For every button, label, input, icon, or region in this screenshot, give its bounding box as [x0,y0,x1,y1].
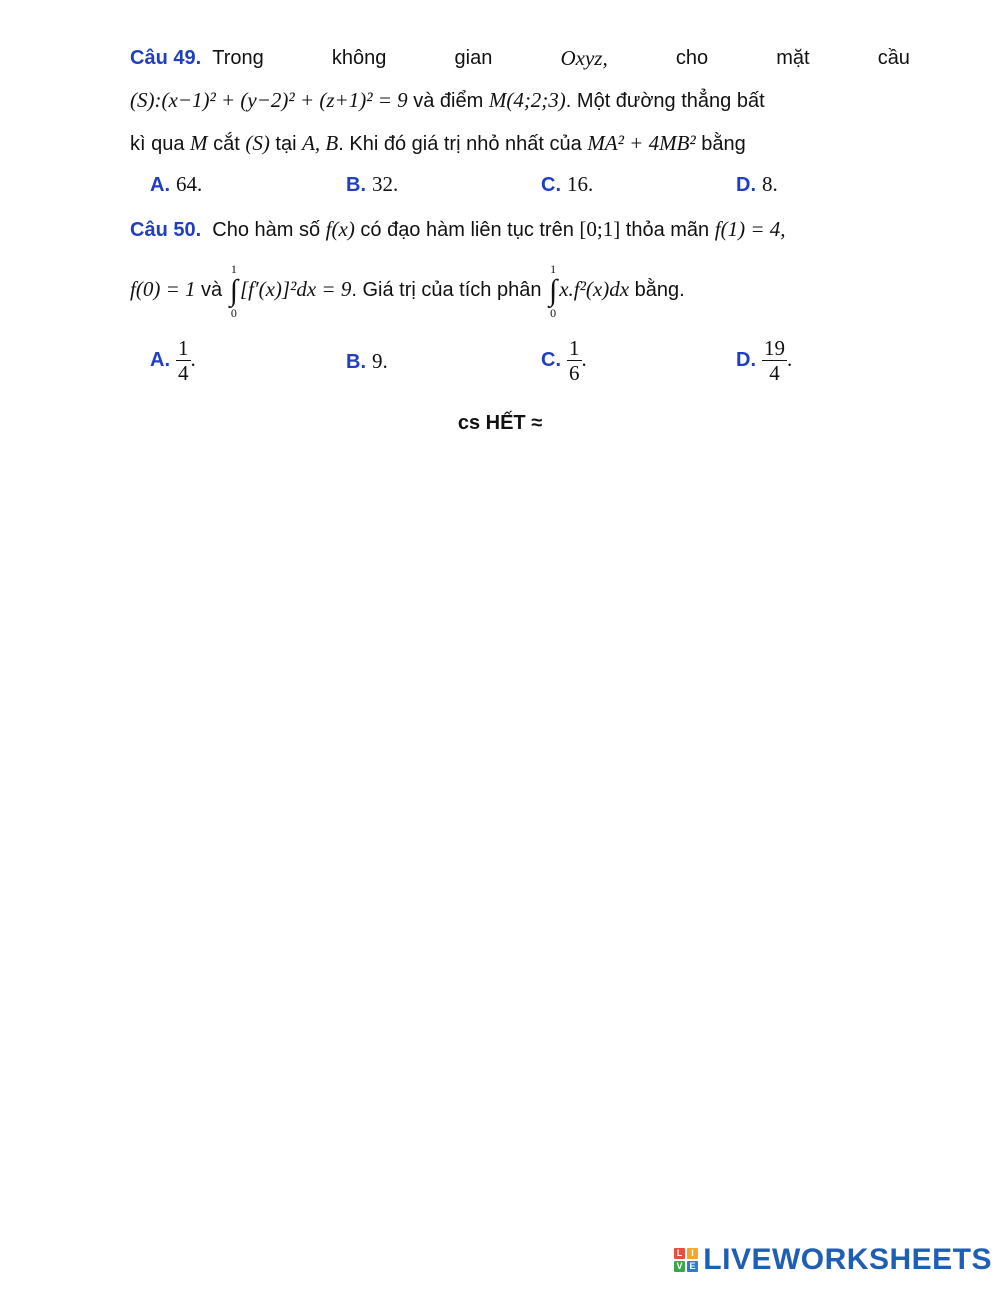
logo-mark-letter: L [674,1248,685,1259]
q49-word-oxyz: Oxyz, [560,46,608,70]
q50-option-c[interactable] [541,336,587,385]
fraction [567,336,582,385]
min-expression: MA² + 4MB² [587,131,696,155]
q49-text: cắt [207,133,246,155]
fraction-den: 4 [178,361,189,385]
option-tail: . [190,346,196,371]
option-value: 16. [567,172,594,196]
q49-option-c[interactable] [541,172,593,197]
math-f1: f(1) = 4, [714,217,786,241]
q50-option-b[interactable] [346,349,388,374]
math-ab: A, B [302,131,339,155]
q49-text: . Một đường thẳng bất [565,90,765,112]
q50-text: và [195,279,228,301]
fraction [176,336,191,385]
integral-lower: 0 [550,305,557,320]
math-m: M [190,131,208,155]
q50-label: Câu 50. [130,219,202,241]
fraction-den: 4 [769,361,780,385]
q49-text: kì qua [130,133,191,155]
q50-options [150,336,910,394]
q50-line1 [130,208,910,251]
option-tail: . [787,346,793,371]
option-value: 32. [372,172,399,196]
q49-options [150,172,910,200]
integral-lower: 0 [230,305,237,320]
fraction-num: 1 [569,336,580,360]
q49-text: và điểm [407,90,489,112]
option-label: B. [346,174,366,196]
q49-word: cầu [877,47,910,69]
sphere-equation: (S):(x−1)² + (y−2)² + (z+1)² = 9 [130,88,408,112]
integral-2 [549,262,557,320]
q49-word: mặt [776,47,810,69]
q50-option-a[interactable] [150,336,196,385]
integral-1-body: [f′(x)]²dx = 9 [239,277,352,301]
q50-line2 [130,254,910,325]
q49-text: bằng [695,133,746,155]
option-label: A. [150,348,170,371]
q50-text: Cho hàm số [212,219,326,241]
option-label: C. [541,348,561,371]
question-50 [130,208,910,251]
q50-text: bằng. [629,279,685,301]
fraction-num: 19 [764,336,785,360]
option-label: D. [736,348,756,371]
math-s: (S) [245,131,270,155]
option-label: B. [346,351,366,373]
end-marker: cs HẾT ≈ [457,412,543,434]
logo-mark-letter: V [674,1261,685,1272]
q49-line2 [130,79,910,122]
integral-icon: ∫ [549,273,558,307]
math-fx: f(x) [325,217,355,241]
liveworksheets-logo[interactable] [674,1243,992,1277]
fraction-num: 1 [178,336,189,360]
option-tail: . [581,346,587,371]
q49-word: gian [454,47,493,69]
option-label: D. [736,174,756,196]
integral-upper: 1 [550,261,557,276]
fraction [762,336,787,385]
math-interval: [0;1] [579,217,621,241]
q49-option-b[interactable] [346,172,398,197]
q49-label: Câu 49. [130,47,202,69]
q50-text: thỏa mãn [620,219,715,241]
point-m: M(4;2;3) [488,88,566,112]
option-value: 9. [372,349,388,373]
option-label: A. [150,174,170,196]
integral-2-body: x.f²(x)dx [559,277,630,301]
integral-1 [230,262,238,320]
q49-option-d[interactable] [736,172,778,197]
math-f0: f(0) = 1 [130,277,196,301]
integral-upper: 1 [230,261,237,276]
q49-option-a[interactable] [150,172,202,197]
logo-icon [674,1248,698,1272]
q49-text: . Khi đó giá trị nhỏ nhất của [338,133,588,155]
q50-text: có đạo hàm liên tục trên [354,219,580,241]
q50-option-d[interactable] [736,336,792,385]
logo-text: LIVEWORKSHEETS [703,1243,992,1276]
q50-line2-content [130,254,910,325]
q49-text: tại [269,133,303,155]
option-label: C. [541,174,561,196]
logo-mark-letter: I [687,1248,698,1259]
option-value: 64. [176,172,203,196]
q50-text: . Giá trị của tích phân [351,279,547,301]
integral-icon: ∫ [229,273,238,307]
q49-line3 [130,122,910,165]
q49-word: Trong [212,47,264,69]
logo-mark-letter: E [687,1261,698,1272]
fraction-den: 6 [569,361,580,385]
question-49 [130,37,910,165]
q49-word: không [331,47,387,69]
q49-word: cho [675,47,709,69]
q49-line1 [130,37,910,79]
option-value: 8. [762,172,778,196]
